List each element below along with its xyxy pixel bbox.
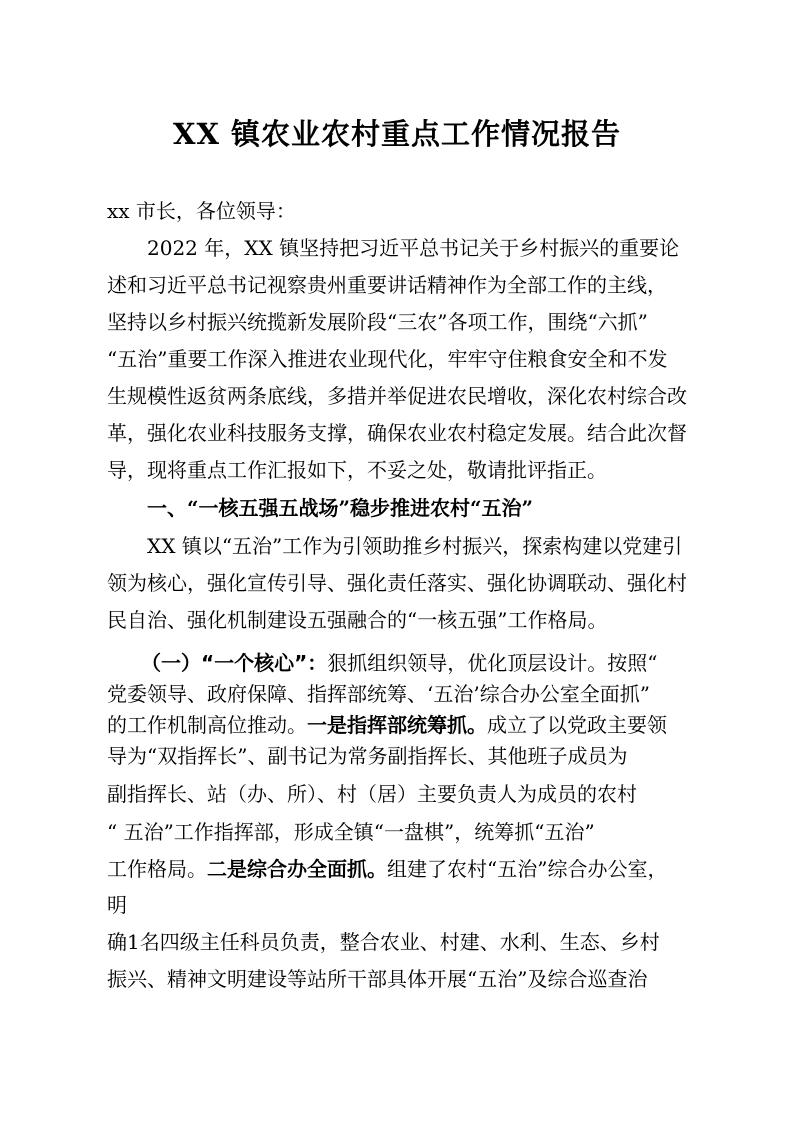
paragraph3-line: 副指挥长、站（办、所）、村（居）主要负责人为成员的农村 bbox=[107, 782, 637, 806]
subheading-core: （一）“一个核心”： bbox=[141, 651, 328, 675]
paragraph3-text: 工作格局。 bbox=[107, 857, 207, 881]
paragraph2-line: XX 镇以“五治”工作为引领助推乡村振兴，探索构建以党建引 bbox=[147, 534, 683, 558]
paragraph1-line: 革，强化农业科技服务支撑，确保农业农村稳定发展。结合此次督 bbox=[107, 421, 687, 445]
paragraph3-line bbox=[107, 855, 667, 883]
paragraph3-text: 组建了农村“五治”综合办公室， bbox=[387, 857, 668, 881]
paragraph1-line: 2022 年，XX 镇坚持把习近平总书记关于乡村振兴的重要论 bbox=[147, 236, 680, 260]
paragraph1-line: 述和习近平总书记视察贵州重要讲话精神作为全部工作的主线， bbox=[107, 273, 667, 297]
paragraph3-text: 的工作机制高位推动。 bbox=[107, 713, 307, 737]
report-title: XX 镇农业农村重点工作情况报告 bbox=[172, 117, 622, 151]
paragraph3-line: 确1名四级主任科员负责，整合农业、村建、水利、生态、乡村 bbox=[107, 930, 660, 954]
paragraph1-line: 坚持以乡村振兴统揽新发展阶段“三农”各项工作，围绕“六抓” bbox=[107, 310, 648, 334]
paragraph3-line: 振兴、精神文明建设等站所干部具体开展“五治”及综合巡查治 bbox=[107, 967, 648, 991]
paragraph3-line: 明 bbox=[107, 893, 127, 917]
bold-point-1: 一是指挥部统筹抓。 bbox=[307, 713, 487, 737]
paragraph3-line: “ 五治”工作指挥部，形成全镇“一盘棋”，统筹抓“五治” bbox=[107, 820, 595, 844]
paragraph2-line: 民自治、强化机制建设五强融合的“一核五强”工作格局。 bbox=[107, 608, 608, 632]
salutation: xx 市长，各位领导： bbox=[107, 199, 296, 223]
paragraph3-text: 成立了以党政主要领 bbox=[487, 713, 667, 737]
paragraph3-line bbox=[107, 711, 667, 739]
paragraph1-line: 导，现将重点工作汇报如下，不妥之处，敬请批评指正。 bbox=[107, 458, 607, 482]
paragraph1-line: 生规模性返贫两条底线，多措并举促进农民增收，深化农村综合改 bbox=[107, 384, 687, 408]
paragraph3-line bbox=[141, 649, 658, 677]
paragraph2-line: 领为核心，强化宣传引导、强化责任落实、强化协调联动、强化村 bbox=[107, 571, 687, 595]
bold-point-2: 二是综合办全面抓。 bbox=[207, 857, 387, 881]
section-heading-1: 一、“一核五强五战场”稳步推进农村“五治” bbox=[147, 496, 534, 520]
paragraph3-text: 狠抓组织领导，优化顶层设计。按照“ bbox=[327, 651, 658, 675]
paragraph3-line: 党委领导、政府保障、指挥部统筹、‘五治’综合办公室全面抓” bbox=[107, 682, 650, 706]
paragraph3-line: 导为“双指挥长”、副书记为常务副指挥长、其他班子成员为 bbox=[107, 744, 628, 768]
paragraph1-line: “五治”重要工作深入推进农业现代化，牢牢守住粮食安全和不发 bbox=[107, 347, 668, 371]
